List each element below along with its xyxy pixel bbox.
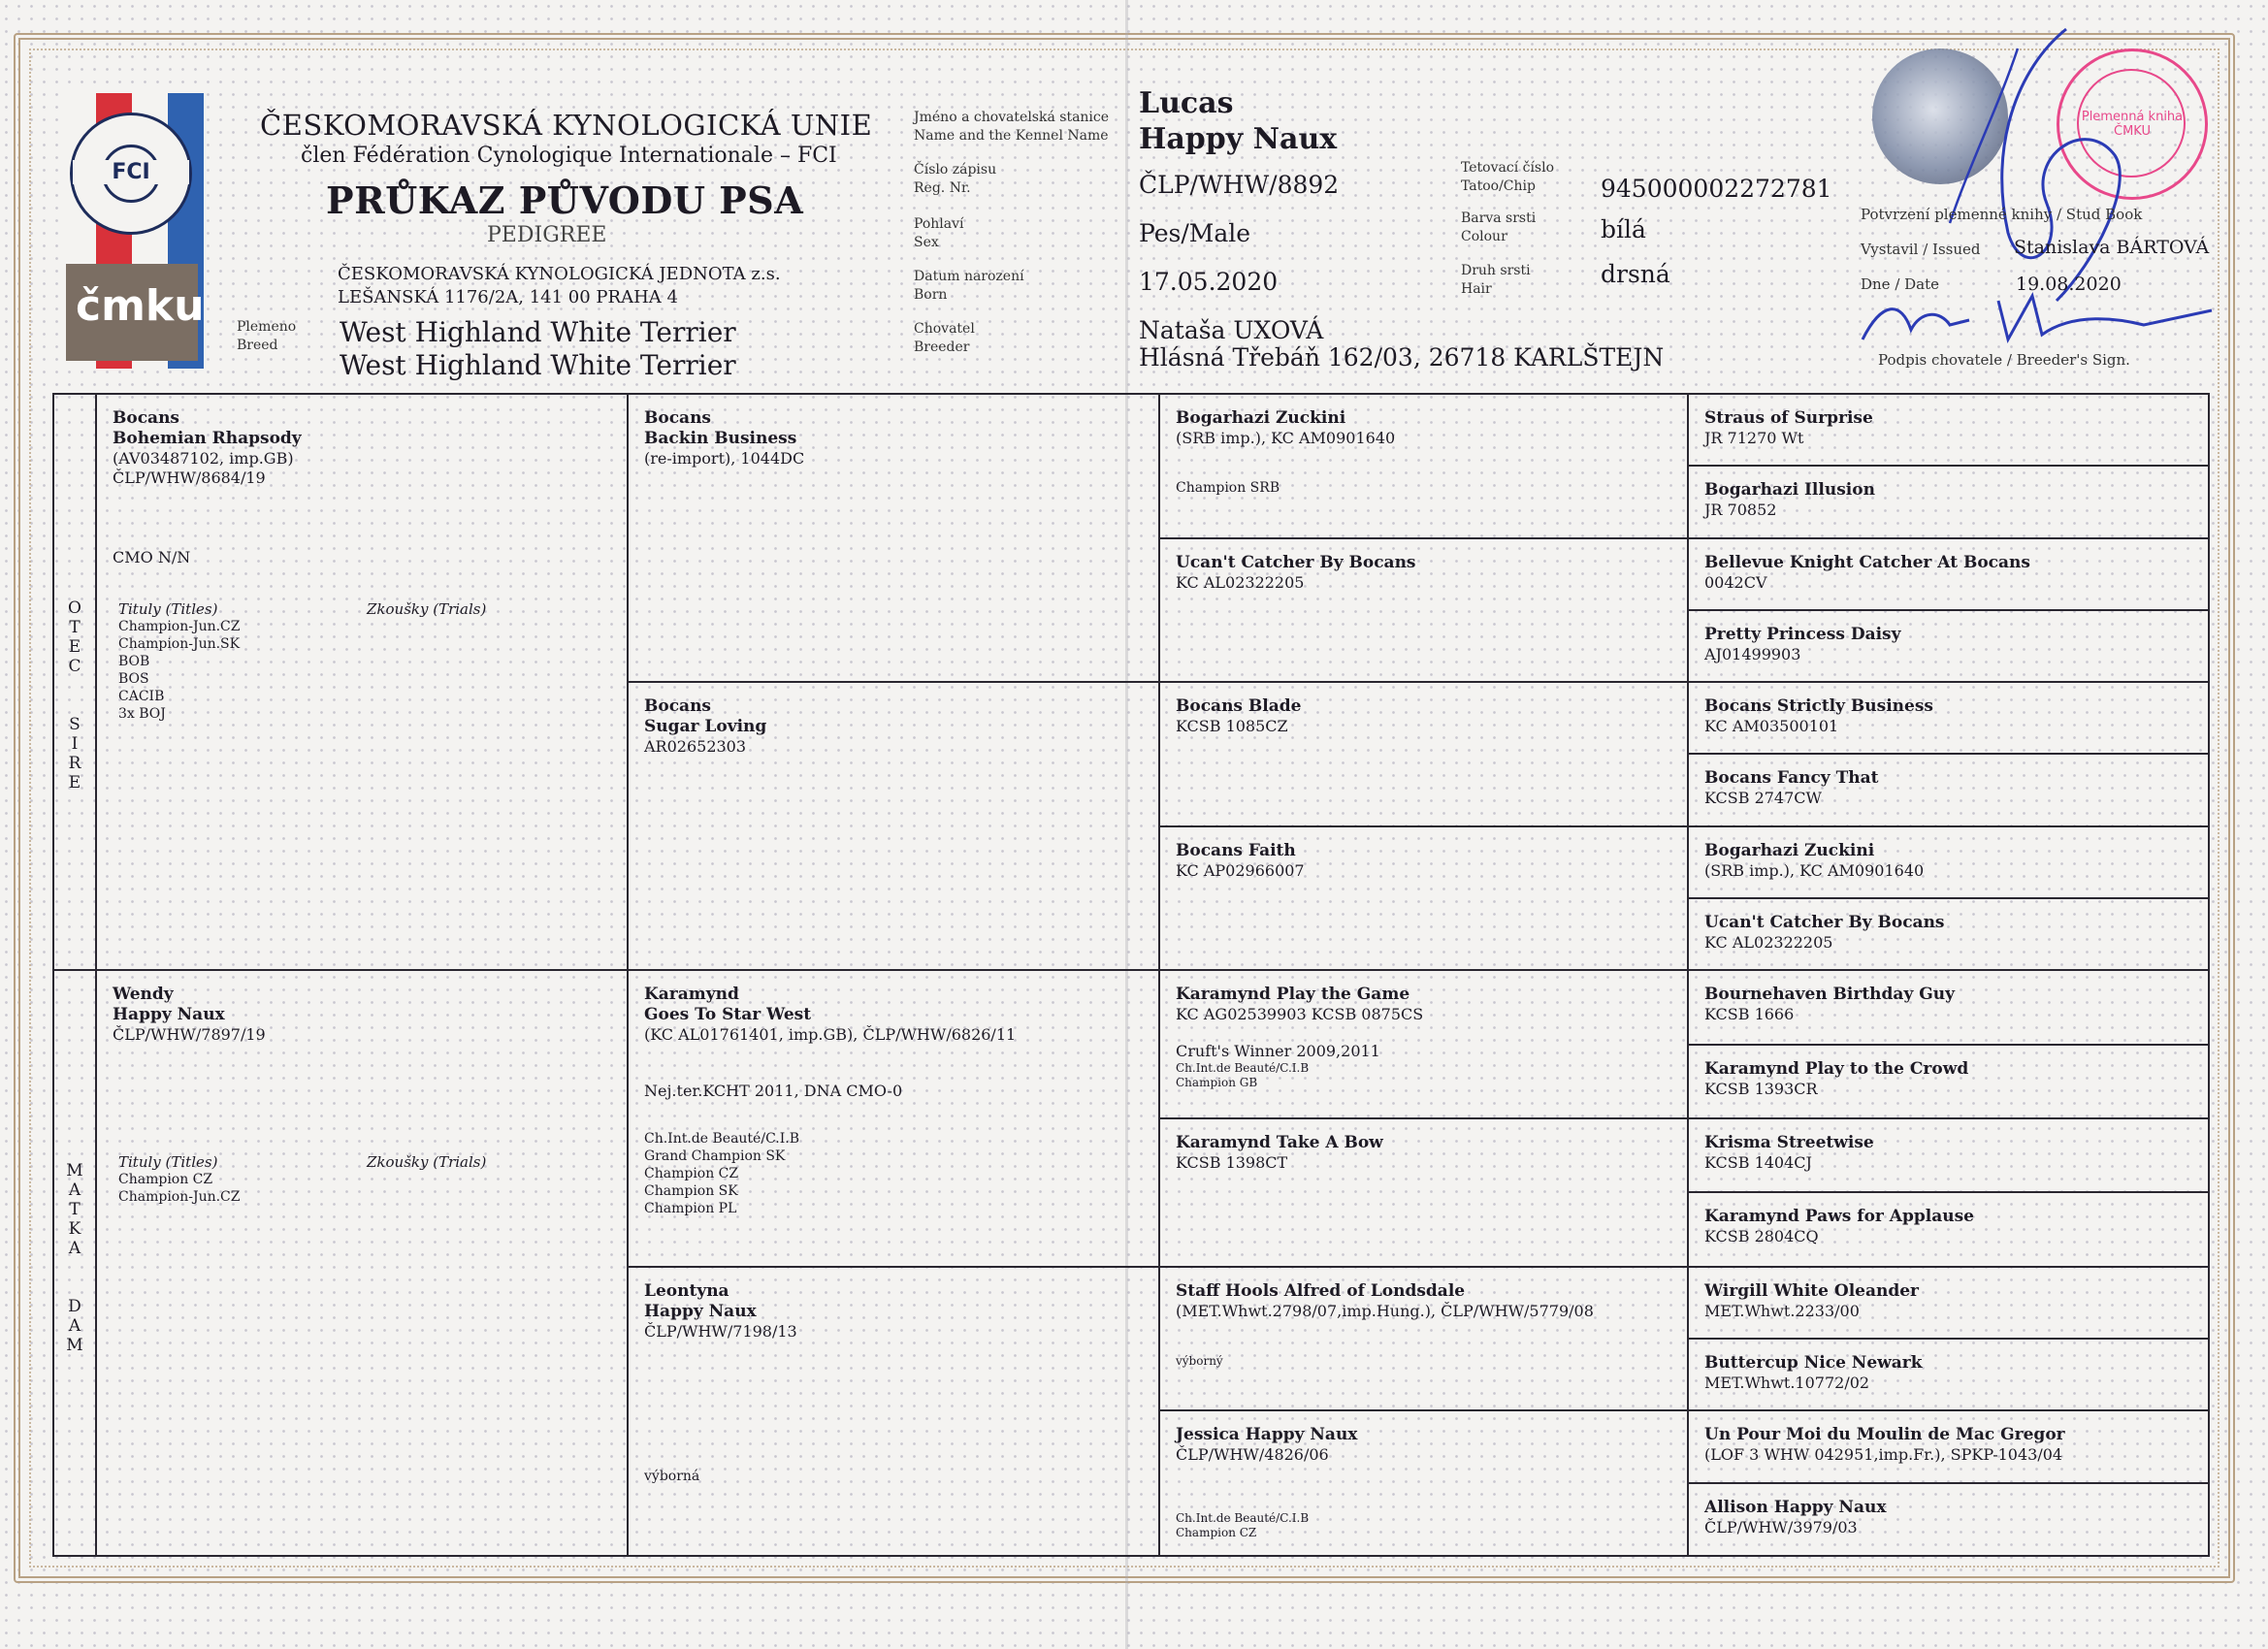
pedigree-table	[52, 393, 2210, 1557]
breeder-sign-label: Podpis chovatele / Breeder's Sign.	[1878, 351, 2130, 369]
breeder-address: Hlásná Třebáň 162/03, 26718 KARLŠTEJN	[1139, 343, 1665, 372]
gen4-cell-8	[1688, 898, 2209, 970]
name-label	[914, 109, 1109, 146]
gen4-cell-9	[1688, 970, 2209, 1044]
dam-reg: ČLP/WHW/7897/19	[113, 1025, 266, 1045]
breeder-label-en: Breeder	[914, 340, 970, 355]
gen4-cell-4	[1688, 610, 2209, 682]
hair-label-cz: Druh srsti	[1461, 263, 1531, 278]
gen4-reg: KCSB 1404CJ	[1704, 1153, 1812, 1172]
gen2-reg: AR02652303	[644, 737, 747, 757]
gen3-cell-4	[1159, 826, 1688, 971]
side-letter: A	[68, 1316, 81, 1337]
side-letter: E	[68, 773, 81, 792]
dam-side-label	[53, 970, 96, 1556]
title-item: Champion CZ	[644, 1166, 739, 1182]
reg-number: ČLP/WHW/8892	[1139, 171, 1340, 199]
issued-label: Vystavil / Issued	[1861, 241, 1981, 258]
gen4-reg: JR 70852	[1704, 501, 1777, 520]
reg-label-cz: Číslo zápisu	[914, 162, 997, 178]
gen4-name: Bocans Fancy That	[1704, 768, 1879, 789]
gen4-name: Pretty Princess Daisy	[1704, 624, 1901, 644]
gen4-cell-7	[1688, 826, 2209, 898]
gen3-title: výborný	[1176, 1353, 1223, 1368]
gen3-name: Karamynd Play the Game	[1176, 985, 1410, 1005]
side-letter: A	[68, 1239, 81, 1259]
gen3-name: Ucan't Catcher By Bocans	[1176, 552, 1416, 572]
gen3-name: Bocans Faith	[1176, 840, 1296, 860]
side-letter: D	[68, 1297, 81, 1317]
side-letter: K	[68, 1219, 81, 1240]
side-letter: M	[66, 1161, 83, 1181]
gen3-name: Jessica Happy Naux	[1176, 1425, 1358, 1445]
reg-label	[914, 161, 996, 198]
fci-member-line: člen Fédération Cynologique Internationale – FCI	[301, 144, 837, 168]
gen4-name: Straus of Surprise	[1704, 408, 1873, 428]
gen3-reg: KC AP02966007	[1176, 860, 1305, 880]
gen4-cell-13	[1688, 1267, 2209, 1339]
gen4-name: Bogarhazi Illusion	[1704, 480, 1875, 501]
gen4-name: Allison Happy Naux	[1704, 1498, 1887, 1518]
org-name: ČESKOMORAVSKÁ KYNOLOGICKÁ UNIE	[260, 109, 873, 142]
breed-label-cz: Plemeno	[237, 319, 297, 335]
born-value: 17.05.2020	[1139, 268, 1279, 296]
dam-sire-cell	[628, 970, 1159, 1266]
gen2-kennel: Bocans	[644, 696, 712, 717]
gen4-cell-6	[1688, 754, 2209, 825]
dam-name: Wendy	[113, 985, 174, 1005]
side-letter: T	[69, 1200, 81, 1220]
gen4-name: Ucan't Catcher By Bocans	[1704, 913, 1945, 933]
side-letter: T	[69, 618, 81, 637]
gen4-name: Karamynd Paws for Applause	[1704, 1207, 1974, 1227]
gen4-reg: KCSB 2747CW	[1704, 789, 1822, 808]
gen2-kennel: Bocans	[644, 408, 712, 428]
hair-label-en: Hair	[1461, 281, 1492, 297]
dam-cell	[96, 970, 628, 1556]
cmku-emblem	[66, 264, 205, 361]
title-item: Champion CZ	[1176, 1526, 1257, 1540]
gen4-name: Karamynd Play to the Crowd	[1704, 1058, 1969, 1079]
gen4-cell-11	[1688, 1118, 2209, 1192]
gen4-cell-3	[1688, 538, 2209, 610]
breeder-signature	[1853, 281, 2221, 359]
title-item: BOB	[118, 654, 150, 669]
sire-titles-header	[113, 600, 611, 618]
side-letter: C	[68, 657, 81, 676]
title-item: Ch.Int.de Beauté/C.I.B	[1176, 1511, 1310, 1526]
stamp-text: Plemenná kniha ČMKU	[2081, 110, 2184, 139]
gen2-name: Backin Business	[644, 429, 797, 448]
studbook-confirm: Potvrzení plemenné knihy / Stud Book	[1861, 206, 2143, 223]
gen4-name: Bocans Strictly Business	[1704, 696, 1933, 717]
dog-name-block	[1139, 85, 1337, 157]
club-address: LEŠANSKÁ 1176/2A, 141 00 PRAHA 4	[338, 287, 678, 307]
cmku-logo-text: čmku	[76, 281, 205, 331]
side-letter: M	[66, 1336, 83, 1356]
born-label-en: Born	[914, 287, 948, 303]
dam-titles-header	[113, 1153, 611, 1171]
side-letter: R	[68, 754, 81, 773]
side-letter: A	[68, 1180, 81, 1201]
gen4-name: Wirgill White Oleander	[1704, 1280, 1919, 1301]
side-letter: O	[68, 598, 81, 618]
gen4-cell-15	[1688, 1410, 2209, 1483]
breed-label	[237, 318, 296, 355]
gen3-reg: KC AG02539903 KCSB 0875CS	[1176, 1005, 1424, 1024]
title-item: 3x BOJ	[118, 706, 166, 722]
title-item: Champion-Jun.CZ	[118, 1189, 241, 1206]
title-item: Champion GB	[1176, 1076, 1258, 1090]
title-item: Champion SK	[644, 1183, 738, 1200]
dog-kennel: Happy Naux	[1139, 122, 1338, 156]
gen4-name: Bogarhazi Zuckini	[1704, 840, 1875, 860]
gen4-name: Krisma Streetwise	[1704, 1133, 1874, 1152]
gen2-kennel: Happy Naux	[644, 1301, 757, 1321]
gen3-cell-3	[1159, 682, 1688, 826]
reg-label-en: Reg. Nr.	[914, 180, 971, 196]
sex-label-cz: Pohlaví	[914, 216, 964, 232]
chip-number: 945000002272781	[1601, 175, 1832, 203]
document-subtitle: PEDIGREE	[487, 223, 607, 247]
issue-date: 19.08.2020	[2016, 274, 2122, 295]
born-label-cz: Datum narození	[914, 269, 1024, 284]
date-label: Dne / Date	[1861, 275, 1940, 293]
gen4-reg: KC AL02322205	[1704, 933, 1833, 953]
colour-label-en: Colour	[1461, 229, 1507, 244]
sire-titles-label: Tituly (Titles)	[118, 600, 218, 618]
gen3-name: Bogarhazi Zuckini	[1176, 408, 1346, 428]
gen3-title: Champion SRB	[1176, 480, 1280, 496]
gen4-reg: (SRB imp.), KC AM0901640	[1704, 860, 1925, 880]
gen3-name: Bocans Blade	[1176, 696, 1302, 717]
title-item: Ch.Int.de Beauté/C.I.B	[1176, 1061, 1310, 1076]
sire-import: (AV03487102, imp.GB)	[113, 449, 294, 468]
gen4-reg: 0042CV	[1704, 572, 1767, 592]
title-item: BOS	[118, 671, 149, 687]
gen4-reg: KCSB 2804CQ	[1704, 1227, 1819, 1246]
breed-cz: West Highland White Terrier	[340, 316, 736, 348]
gen4-cell-2	[1688, 466, 2209, 537]
dam-kennel: Happy Naux	[113, 1005, 225, 1025]
gen2-reg: (KC AL01761401, imp.GB), ČLP/WHW/6826/11	[644, 1025, 1017, 1045]
gen2-name: Leontyna	[644, 1280, 729, 1301]
fci-logo-text: FCI	[73, 160, 189, 184]
gen2-note: Nej.ter.KCHT 2011, DNA CMO-0	[644, 1082, 903, 1101]
gen3-title: Cruft's Winner 2009,2011	[1176, 1042, 1380, 1061]
gen3-reg: (SRB imp.), KC AM0901640	[1176, 429, 1396, 447]
side-letter: E	[68, 637, 81, 657]
gen3-cell-6	[1159, 1118, 1688, 1267]
dam-dam-cell	[628, 1267, 1159, 1556]
title-item: Champion CZ	[118, 1172, 213, 1188]
colour-label	[1461, 210, 1536, 246]
gen4-name: Un Pour Moi du Moulin de Mac Gregor	[1704, 1425, 2065, 1445]
hair-label	[1461, 262, 1531, 299]
gen3-cell-5	[1159, 970, 1688, 1118]
gen4-reg: JR 71270 Wt	[1704, 429, 1804, 447]
fci-emblem	[70, 113, 192, 235]
title-item: Grand Champion SK	[644, 1148, 786, 1165]
gen4-reg: MET.Whwt.2233/00	[1704, 1301, 1860, 1320]
gen2-name: Goes To Star West	[644, 1005, 812, 1025]
sire-dam-cell	[628, 682, 1159, 970]
sire-reg: ČLP/WHW/8684/19	[113, 469, 266, 487]
gen4-reg: MET.Whwt.10772/02	[1704, 1373, 1870, 1392]
gen4-reg: KCSB 1666	[1704, 1005, 1795, 1024]
gen3-reg: ČLP/WHW/4826/06	[1176, 1445, 1329, 1465]
gen3-cell-7	[1159, 1267, 1688, 1411]
breeder-name: Nataša UXOVÁ	[1139, 316, 1324, 344]
sire-side-label	[53, 394, 96, 970]
born-label	[914, 268, 1024, 305]
gen2-kennel: Karamynd	[644, 985, 739, 1005]
gen4-reg: (LOF 3 WHW 042951,imp.Fr.), SPKP-1043/04	[1704, 1445, 2063, 1465]
title-item: Champion PL	[644, 1201, 737, 1217]
gen3-reg: KC AL02322205	[1176, 572, 1305, 592]
sire-name: Bohemian Rhapsody	[113, 429, 302, 448]
title-item: Champion-Jun.CZ	[118, 619, 241, 634]
gen3-name: Staff Hools Alfred of Londsdale	[1176, 1280, 1466, 1301]
colour-label-cz: Barva srsti	[1461, 210, 1537, 226]
gen4-cell-16	[1688, 1483, 2209, 1556]
breeder-label	[914, 320, 975, 357]
gen3-reg: KCSB 1398CT	[1176, 1153, 1288, 1172]
issued-by: Stanislava BÁRTOVÁ	[2014, 237, 2210, 258]
chip-label-cz: Tetovací číslo	[1461, 160, 1555, 176]
gen3-cell-2	[1159, 538, 1688, 683]
title-item: Ch.Int.de Beauté/C.I.B	[644, 1131, 799, 1148]
gen3-reg: KCSB 1085CZ	[1176, 717, 1288, 736]
gen2-name: Sugar Loving	[644, 717, 767, 737]
hair-value: drsná	[1601, 260, 1670, 288]
chip-label-en: Tatoo/Chip	[1461, 178, 1536, 194]
club-name: ČESKOMORAVSKÁ KYNOLOGICKÁ JEDNOTA z.s.	[338, 264, 781, 284]
breed-label-en: Breed	[237, 338, 278, 353]
gen3-name: Karamynd Take A Bow	[1176, 1133, 1383, 1152]
dam-titles-list	[113, 1171, 611, 1206]
gen4-cell-10	[1688, 1045, 2209, 1118]
gen4-reg: KC AM03500101	[1704, 717, 1839, 736]
sire-trials-label: Zkoušky (Trials)	[367, 600, 487, 618]
gen2-reg: ČLP/WHW/7198/13	[644, 1321, 797, 1341]
gen4-name: Buttercup Nice Newark	[1704, 1352, 1923, 1373]
chip-label	[1461, 159, 1554, 196]
gen4-cell-1	[1688, 394, 2209, 466]
sire-cell	[96, 394, 628, 970]
gen4-cell-14	[1688, 1339, 2209, 1410]
side-letter: S	[69, 715, 81, 734]
name-label-cz: Jméno a chovatelská stanice	[914, 110, 1110, 125]
sire-kennel: Bocans	[113, 408, 180, 428]
gen4-cell-5	[1688, 682, 2209, 754]
dam-trials-label: Zkoušky (Trials)	[367, 1153, 487, 1172]
side-letter: I	[71, 734, 79, 754]
dam-titles-label: Tituly (Titles)	[118, 1153, 218, 1172]
document-title: PRŮKAZ PŮVODU PSA	[326, 178, 804, 222]
gen4-name: Bournehaven Birthday Guy	[1704, 985, 1955, 1005]
sex-value: Pes/Male	[1139, 219, 1251, 247]
gen4-name: Bellevue Knight Catcher At Bocans	[1704, 552, 2030, 572]
gen4-reg: ČLP/WHW/3979/03	[1704, 1518, 1858, 1537]
gen3-cell-1	[1159, 394, 1688, 538]
dog-name: Lucas	[1139, 86, 1234, 120]
title-item: Champion-Jun.SK	[118, 636, 241, 652]
gen2-titles	[644, 1130, 1143, 1217]
gen4-reg: KCSB 1393CR	[1704, 1079, 1818, 1098]
breed-en: West Highland White Terrier	[340, 349, 736, 381]
sire-health: CMO N/N	[113, 548, 191, 566]
sex-label	[914, 215, 964, 252]
sire-sire-cell	[628, 394, 1159, 682]
gen2-reg: (re-import), 1044DC	[644, 449, 805, 468]
title-item: CACIB	[118, 689, 165, 704]
sex-label-en: Sex	[914, 235, 939, 250]
gen4-cell-12	[1688, 1192, 2209, 1266]
gen2-note: výborná	[644, 1468, 700, 1484]
sire-titles-list	[113, 618, 611, 723]
gen3-cell-8	[1159, 1410, 1688, 1556]
colour-value: bílá	[1601, 215, 1646, 243]
breeder-label-cz: Chovatel	[914, 321, 975, 337]
gen3-reg: (MET.Whwt.2798/07,imp.Hung.), ČLP/WHW/5779/08	[1176, 1301, 1594, 1320]
gen4-reg: AJ01499903	[1704, 644, 1801, 663]
fci-cmku-logo	[60, 93, 204, 369]
name-label-en: Name and the Kennel Name	[914, 128, 1109, 144]
